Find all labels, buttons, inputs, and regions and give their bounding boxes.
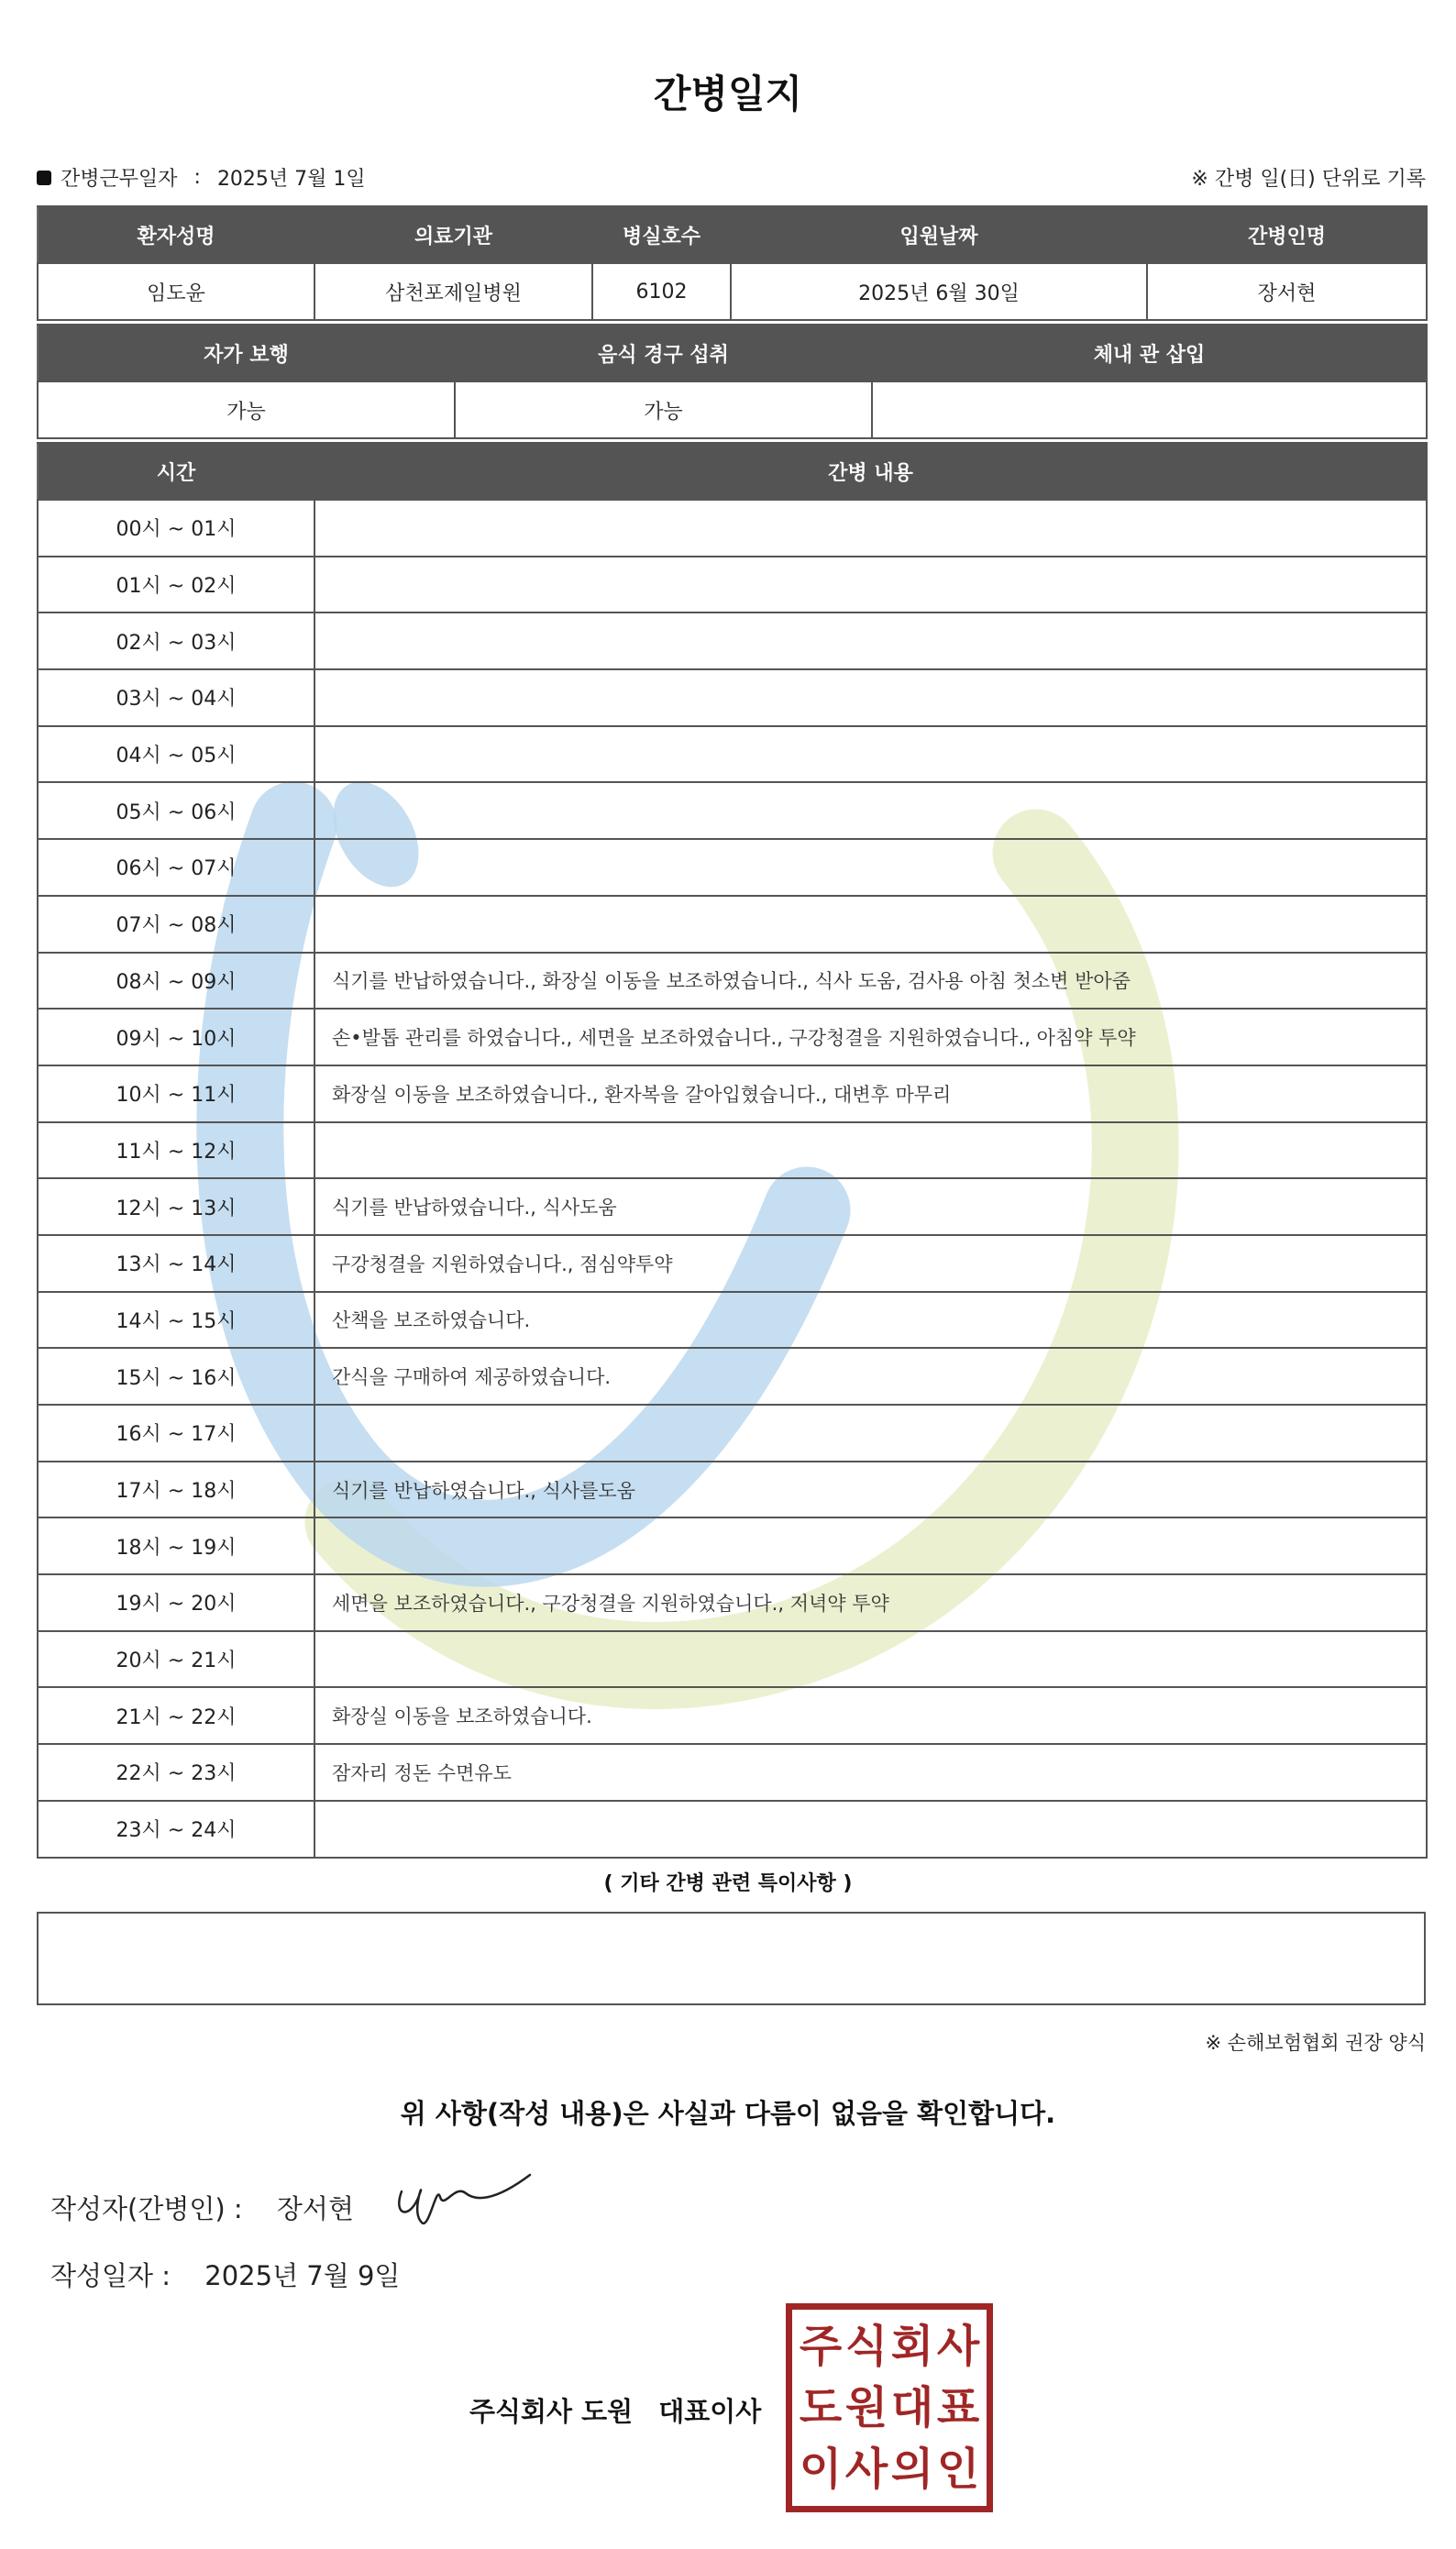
record-unit-note: ※ 간병 일(日) 단위로 기록 bbox=[1191, 168, 1426, 191]
table-row bbox=[38, 1517, 1427, 1574]
work-date-value: 2025년 7월 1일 bbox=[216, 168, 366, 191]
table-row bbox=[38, 1405, 1427, 1462]
table-row bbox=[38, 1801, 1427, 1858]
table-row bbox=[38, 953, 1427, 1010]
seal-character: 사 bbox=[844, 2444, 888, 2496]
time-slot-cell: 16시 ~ 17시 bbox=[38, 1405, 314, 1462]
time-slot-cell: 15시 ~ 16시 bbox=[38, 1348, 314, 1405]
table-row bbox=[38, 1744, 1427, 1801]
time-slot-cell: 03시 ~ 04시 bbox=[38, 669, 314, 726]
care-content-cell bbox=[314, 1517, 1427, 1574]
care-content-cell bbox=[314, 612, 1427, 669]
table-row bbox=[38, 1178, 1427, 1235]
seal-character: 대 bbox=[890, 2381, 934, 2433]
time-slot-cell: 08시 ~ 09시 bbox=[38, 953, 314, 1010]
care-content-cell bbox=[314, 1801, 1427, 1858]
work-date-label: 간병근무일자 bbox=[61, 168, 178, 191]
header-time: 시간 bbox=[38, 443, 314, 500]
caregiver-name-cell: 장서현 bbox=[1147, 263, 1427, 320]
table-row bbox=[38, 1574, 1427, 1631]
company-name: 주식회사 도원 bbox=[469, 2396, 634, 2427]
handwritten-signature bbox=[383, 2166, 539, 2230]
table-row bbox=[38, 1009, 1427, 1065]
table-row bbox=[38, 1235, 1427, 1292]
admission-date-cell: 2025년 6월 30일 bbox=[731, 263, 1147, 320]
care-content-cell: 구강청결을 지원하였습니다., 점심약투약 bbox=[314, 1235, 1427, 1292]
care-content-cell bbox=[314, 557, 1427, 613]
seal-character: 도 bbox=[799, 2381, 843, 2433]
work-date-line bbox=[37, 163, 366, 192]
seal-character: 의 bbox=[890, 2444, 934, 2496]
table-row bbox=[38, 1348, 1427, 1405]
patient-ability-table bbox=[37, 324, 1428, 439]
time-slot-cell: 07시 ~ 08시 bbox=[38, 896, 314, 953]
table-row bbox=[38, 500, 1427, 557]
time-slot-cell: 19시 ~ 20시 bbox=[38, 1574, 314, 1631]
table-row bbox=[38, 839, 1427, 896]
header-admission-date: 입원날짜 bbox=[731, 206, 1147, 263]
table-row bbox=[38, 782, 1427, 839]
remarks-box bbox=[37, 1912, 1426, 2005]
seal-character: 표 bbox=[936, 2381, 980, 2433]
time-slot-cell: 20시 ~ 21시 bbox=[38, 1631, 314, 1688]
table-row bbox=[38, 669, 1427, 726]
company-seal-stamp bbox=[786, 2303, 993, 2512]
table-row bbox=[38, 612, 1427, 669]
time-slot-cell: 06시 ~ 07시 bbox=[38, 839, 314, 896]
time-slot-cell: 18시 ~ 19시 bbox=[38, 1517, 314, 1574]
form-source-note: ※ 손해보험협회 권장 양식 bbox=[1205, 2032, 1426, 2054]
time-slot-cell: 11시 ~ 12시 bbox=[38, 1122, 314, 1179]
table-row bbox=[38, 1292, 1427, 1349]
writer-line bbox=[50, 2189, 354, 2226]
seal-character: 사 bbox=[936, 2320, 980, 2372]
time-slot-cell: 14시 ~ 15시 bbox=[38, 1292, 314, 1349]
seal-character: 식 bbox=[844, 2320, 888, 2372]
written-date-label: 작성일자 : bbox=[50, 2260, 171, 2291]
time-slot-cell: 05시 ~ 06시 bbox=[38, 782, 314, 839]
time-slot-cell: 17시 ~ 18시 bbox=[38, 1462, 314, 1518]
header-hospital: 의료기관 bbox=[314, 206, 592, 263]
care-content-cell bbox=[314, 782, 1427, 839]
table-row bbox=[38, 1631, 1427, 1688]
care-content-cell bbox=[314, 669, 1427, 726]
time-slot-cell: 23시 ~ 24시 bbox=[38, 1801, 314, 1858]
care-content-cell: 세면을 보조하였습니다., 구강청결을 지원하였습니다., 저녁약 투약 bbox=[314, 1574, 1427, 1631]
care-content-cell: 손•발톱 관리를 하였습니다., 세면을 보조하였습니다., 구강청결을 지원하였습니다., 아침약 투약 bbox=[314, 1009, 1427, 1065]
seal-character: 원 bbox=[844, 2381, 888, 2433]
hospital-cell: 삼천포제일병원 bbox=[314, 263, 592, 320]
time-slot-cell: 01시 ~ 02시 bbox=[38, 557, 314, 613]
table-row bbox=[38, 896, 1427, 953]
oral-intake-cell: 가능 bbox=[455, 381, 872, 438]
care-content-cell bbox=[314, 1405, 1427, 1462]
writer-label: 작성자(간병인) : bbox=[50, 2193, 243, 2224]
time-slot-cell: 10시 ~ 11시 bbox=[38, 1065, 314, 1122]
confirmation-statement: 위 사항(작성 내용)은 사실과 다름이 없음을 확인합니다. bbox=[400, 2098, 1056, 2129]
work-date-separator: : bbox=[193, 166, 201, 189]
care-content-cell bbox=[314, 726, 1427, 783]
care-content-cell: 간식을 구매하여 제공하였습니다. bbox=[314, 1348, 1427, 1405]
table-row bbox=[38, 1122, 1427, 1179]
patient-name-cell: 임도윤 bbox=[38, 263, 314, 320]
company-title: 대표이사 bbox=[658, 2396, 762, 2427]
care-content-cell: 화장실 이동을 보조하였습니다., 환자복을 갈아입혔습니다., 대변후 마무리 bbox=[314, 1065, 1427, 1122]
writer-name: 장서현 bbox=[276, 2193, 354, 2224]
time-slot-cell: 02시 ~ 03시 bbox=[38, 612, 314, 669]
company-line bbox=[469, 2391, 761, 2429]
time-slot-cell: 22시 ~ 23시 bbox=[38, 1744, 314, 1801]
seal-character: 이 bbox=[799, 2444, 843, 2496]
table-row bbox=[38, 557, 1427, 613]
time-slot-cell: 00시 ~ 01시 bbox=[38, 500, 314, 557]
seal-character: 회 bbox=[890, 2320, 934, 2372]
care-content-cell: 식기를 반납하였습니다., 식사도움 bbox=[314, 1178, 1427, 1235]
room-number-cell: 6102 bbox=[592, 263, 731, 320]
table-row bbox=[38, 1065, 1427, 1122]
care-content-cell: 잠자리 정돈 수면유도 bbox=[314, 1744, 1427, 1801]
remarks-title: ( 기타 간병 관련 특이사항 ) bbox=[603, 1872, 853, 1895]
table-row bbox=[38, 1687, 1427, 1744]
document-title: 간병일지 bbox=[653, 72, 803, 116]
care-content-cell bbox=[314, 896, 1427, 953]
seal-character: 주 bbox=[799, 2320, 843, 2372]
header-patient-name: 환자성명 bbox=[38, 206, 314, 263]
table-row bbox=[38, 1462, 1427, 1518]
patient-info-table bbox=[37, 205, 1428, 321]
time-slot-cell: 09시 ~ 10시 bbox=[38, 1009, 314, 1065]
care-content-cell: 식기를 반납하였습니다., 식사를도움 bbox=[314, 1462, 1427, 1518]
time-slot-cell: 04시 ~ 05시 bbox=[38, 726, 314, 783]
header-room-number: 병실호수 bbox=[592, 206, 731, 263]
header-oral-intake: 음식 경구 섭취 bbox=[455, 325, 872, 381]
care-content-cell: 식기를 반납하였습니다., 화장실 이동을 보조하였습니다., 식사 도움, 검사용 아침 첫소변 받아줌 bbox=[314, 953, 1427, 1010]
header-self-walking: 자가 보행 bbox=[38, 325, 455, 381]
care-content-cell bbox=[314, 1631, 1427, 1688]
care-log-table bbox=[37, 442, 1428, 1859]
care-content-cell: 화장실 이동을 보조하였습니다. bbox=[314, 1687, 1427, 1744]
written-date-value: 2025년 7월 9일 bbox=[204, 2260, 401, 2291]
time-slot-cell: 21시 ~ 22시 bbox=[38, 1687, 314, 1744]
time-slot-cell: 12시 ~ 13시 bbox=[38, 1178, 314, 1235]
bullet-square-icon bbox=[37, 171, 51, 185]
table-row bbox=[38, 726, 1427, 783]
seal-character: 인 bbox=[936, 2444, 980, 2496]
header-tube-insertion: 체내 관 삽입 bbox=[872, 325, 1427, 381]
care-content-cell bbox=[314, 500, 1427, 557]
self-walking-cell: 가능 bbox=[38, 381, 455, 438]
written-date-line bbox=[50, 2256, 400, 2293]
tube-insertion-cell bbox=[872, 381, 1427, 438]
care-content-cell: 산책을 보조하였습니다. bbox=[314, 1292, 1427, 1349]
header-care-content: 간병 내용 bbox=[314, 443, 1427, 500]
care-content-cell bbox=[314, 1122, 1427, 1179]
header-caregiver-name: 간병인명 bbox=[1147, 206, 1427, 263]
care-content-cell bbox=[314, 839, 1427, 896]
time-slot-cell: 13시 ~ 14시 bbox=[38, 1235, 314, 1292]
